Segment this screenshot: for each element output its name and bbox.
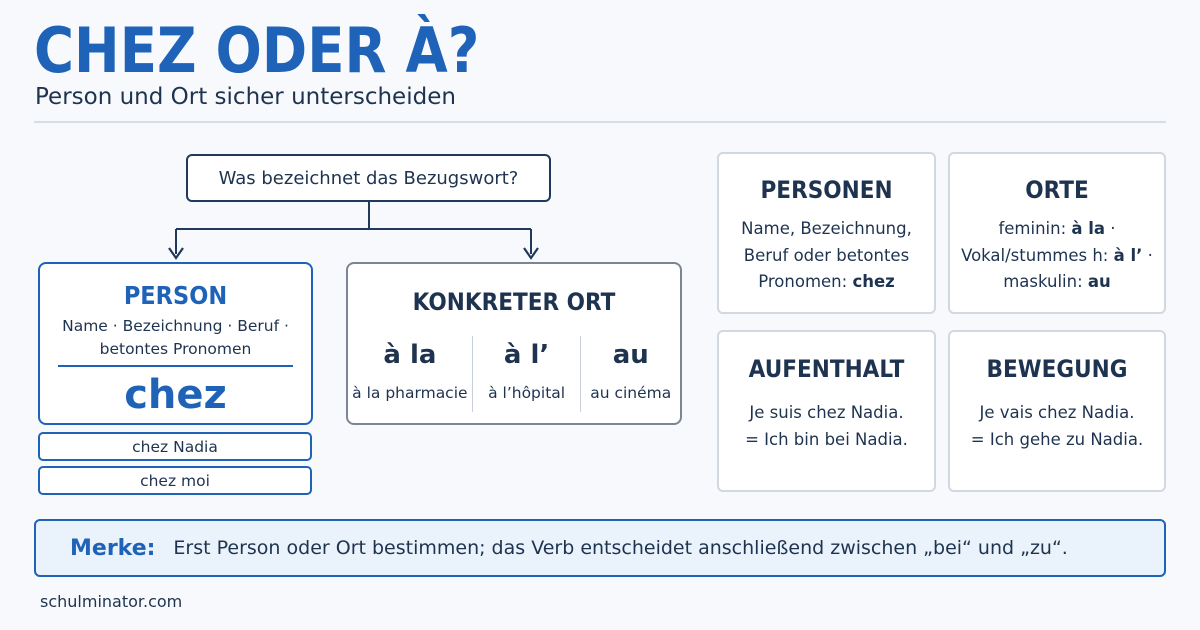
card-bewegung (948, 330, 1166, 492)
person-result: chez (124, 372, 227, 418)
person-heading: PERSON (123, 281, 228, 310)
place-example: à l’hôpital (488, 384, 566, 402)
place-box (346, 262, 682, 425)
person-desc-line: Name · Bezeichnung · Beruf · (62, 317, 289, 335)
card-line: feminin: à la · (998, 219, 1116, 238)
merke-label: Merke: (70, 535, 156, 561)
card-heading: AUFENTHALT (748, 355, 905, 383)
question-box (186, 154, 551, 202)
merke-box (34, 519, 1166, 577)
card-line: maskulin: au (1003, 272, 1111, 291)
place-article: au (612, 340, 649, 370)
place-columns (348, 336, 680, 412)
card-heading: PERSONEN (760, 176, 893, 204)
footer-source: schulminator.com (40, 592, 183, 611)
person-desc-line: betontes Pronomen (99, 340, 252, 358)
place-heading: KONKRETER ORT (412, 288, 616, 316)
person-divider (58, 365, 293, 367)
card-line: Je vais chez Nadia. (979, 403, 1135, 422)
place-column (580, 336, 680, 412)
card-line: Name, Bezeichnung, (741, 219, 912, 238)
page-title: CHEZ ODER À? (34, 14, 480, 87)
card-body (719, 216, 934, 296)
person-example (38, 432, 312, 461)
page-subtitle: Person und Ort sicher unterscheiden (35, 84, 456, 110)
merke-text: Erst Person oder Ort bestimmen; das Verb entscheidet anschließend zwischen „bei“ und „zu“. (173, 537, 1068, 559)
card-line: Pronomen: chez (758, 272, 895, 291)
card-line: Beruf oder betontes (743, 245, 910, 265)
card-personen (717, 152, 936, 314)
person-example-text: chez moi (140, 471, 210, 490)
person-example-text: chez Nadia (132, 437, 218, 456)
place-example: au cinéma (590, 384, 672, 402)
card-line: = Ich bin bei Nadia. (745, 429, 908, 449)
person-description (40, 315, 311, 361)
card-aufenthalt (717, 330, 936, 492)
card-body (950, 400, 1164, 453)
place-column (348, 336, 472, 412)
place-example: à la pharmacie (352, 384, 468, 402)
card-heading: BEWEGUNG (986, 355, 1128, 383)
card-line: Vokal/stummes h: à l’ · (961, 245, 1153, 265)
card-heading: ORTE (1025, 176, 1089, 204)
card-line: = Ich gehe zu Nadia. (970, 429, 1144, 449)
place-article: à l’ (503, 340, 550, 370)
question-text: Was bezeichnet das Bezugswort? (218, 167, 519, 189)
place-article: à la (383, 340, 437, 370)
card-line: Je suis chez Nadia. (749, 403, 904, 422)
card-body (719, 400, 934, 453)
place-column (472, 336, 581, 412)
card-body (950, 216, 1164, 296)
person-example (38, 466, 312, 495)
person-box (38, 262, 313, 425)
card-orte (948, 152, 1166, 314)
